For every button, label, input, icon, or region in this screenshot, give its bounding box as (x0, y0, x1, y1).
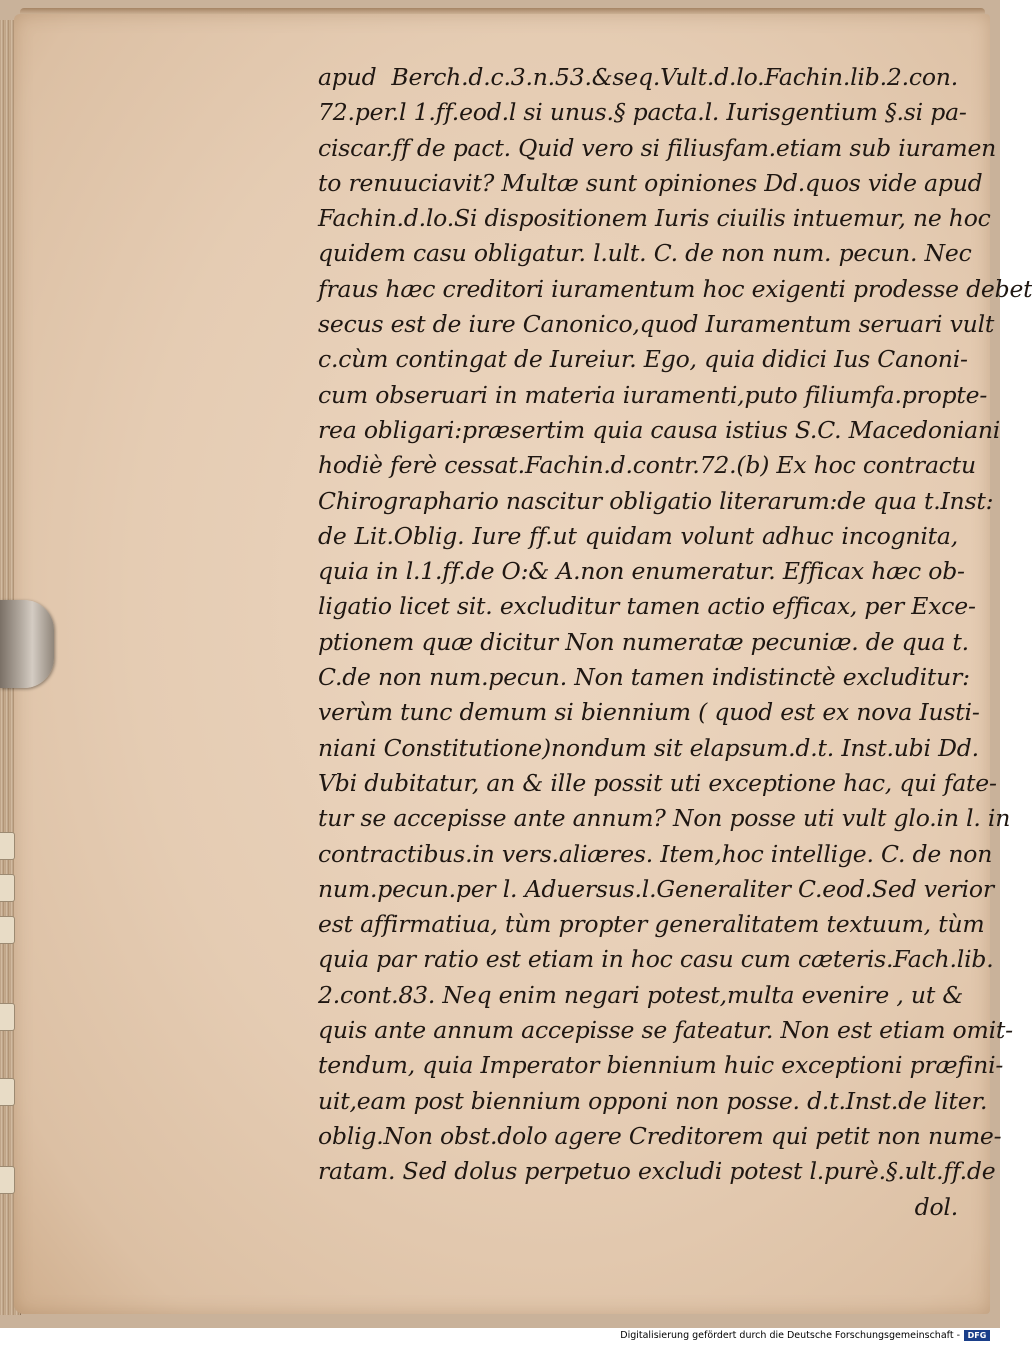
page-tab-6 (0, 1166, 15, 1194)
text-line: 72.per.l 1.ff.eod.l si unus.§ pacta.l. Iurisgentium §.si pa- (318, 98, 967, 127)
text-line: quia par ratio est etiam in hoc casu cum cæteris.Fach.lib. (318, 945, 994, 974)
page-clip (0, 600, 54, 688)
text-line: 2.cont.83. Neq enim negari potest,multa evenire , ut & (318, 980, 964, 1009)
text-line: hodiè ferè cessat.Fachin.d.contr.72.(b) Ex hoc contractu (318, 451, 976, 480)
text-line: num.pecun.per l. Aduersus.l.Generaliter C.eod.Sed verior (318, 874, 994, 903)
dfg-logo: DFG (964, 1330, 990, 1341)
text-line: ratam. Sed dolus perpetuo excludi potest l.purè.§.ult.ff.de (318, 1157, 996, 1186)
text-line: ptionem quæ dicitur Non numeratæ pecuniæ. de qua t. (318, 627, 969, 656)
text-line: quis ante annum accepisse se fateatur. Non est etiam omit- (318, 1016, 1013, 1045)
text-line: ligatio licet sit. excluditur tamen actio efficax, per Exce- (318, 592, 976, 621)
text-line: cum obseruari in materia iuramenti,puto filiumfa.propte- (318, 380, 988, 409)
page-tab-4 (0, 1003, 15, 1031)
text-line: tur se accepisse ante annum? Non posse uti vult glo.in l. in (318, 804, 1011, 833)
text-line: contractibus.in vers.aliæres. Item,hoc intellige. C. de non (318, 839, 993, 868)
text-line: quidem casu obligatur. l.ult. C. de non num. pecun. Nec (318, 239, 972, 268)
page-tab-5 (0, 1078, 15, 1106)
text-line: rea obligari:præsertim quia causa istius S.C. Macedoniani (318, 415, 1001, 444)
text-line: Fachin.d.lo.Si dispositionem Iuris ciuilis intuemur, ne hoc (318, 204, 991, 233)
text-line: verùm tunc demum si biennium ( quod est ex nova Iusti- (318, 698, 980, 727)
text-line: uit,eam post biennium opponi non posse. d.t.Inst.de liter. (318, 1086, 988, 1115)
text-line: c.cùm contingat de Iureiur. Ego, quia didici Ius Canoni- (318, 345, 968, 374)
digitization-credit: Digitalisierung gefördert durch die Deutsche Forschungsgemeinschaft - (620, 1330, 960, 1341)
text-line: secus est de iure Canonico,quod Iuramentum seruari vult (318, 310, 995, 339)
text-line: Vbi dubitatur, an & ille possit uti exceptione hac, qui fate- (318, 768, 997, 797)
text-line: ciscar.ff de pact. Quid vero si filiusfam.etiam sub iuramen (318, 133, 997, 162)
text-line: de Lit.Oblig. Iure ff.ut quidam volunt adhuc incognita, (318, 521, 958, 550)
text-line: C.de non num.pecun. Non tamen indistinctè excluditur: (318, 663, 970, 692)
body-text (318, 60, 1032, 1225)
text-line: to renuuciavit? Multæ sunt opiniones Dd.quos vide apud (318, 168, 983, 197)
text-line: dol. (914, 1192, 958, 1221)
page-tab-2 (0, 874, 15, 902)
page-tab-3 (0, 916, 15, 944)
page-tab-1 (0, 832, 15, 860)
text-line: quia in l.1.ff.de O:& A.non enumeratur. Efficax hæc ob- (318, 557, 965, 586)
text-line: apud Berch.d.c.3.n.53.&seq.Vult.d.lo.Fachin.lib.2.con. (318, 63, 958, 91)
text-line: fraus hæc creditori iuramentum hoc exigenti prodesse debet (318, 274, 1032, 303)
text-line: tendum, quia Imperator biennium huic exceptioni præfini- (318, 1051, 1004, 1080)
text-line: oblig.Non obst.dolo agere Creditorem qui petit non nume- (318, 1121, 1002, 1150)
text-line: niani Constitutione)nondum sit elapsum.d.t. Inst.ubi Dd. (318, 733, 979, 762)
text-line: est affirmatiua, tùm propter generalitatem textuum, tùm (318, 910, 985, 939)
text-line: Chirographario nascitur obligatio literarum:de qua t.Inst: (318, 486, 994, 515)
